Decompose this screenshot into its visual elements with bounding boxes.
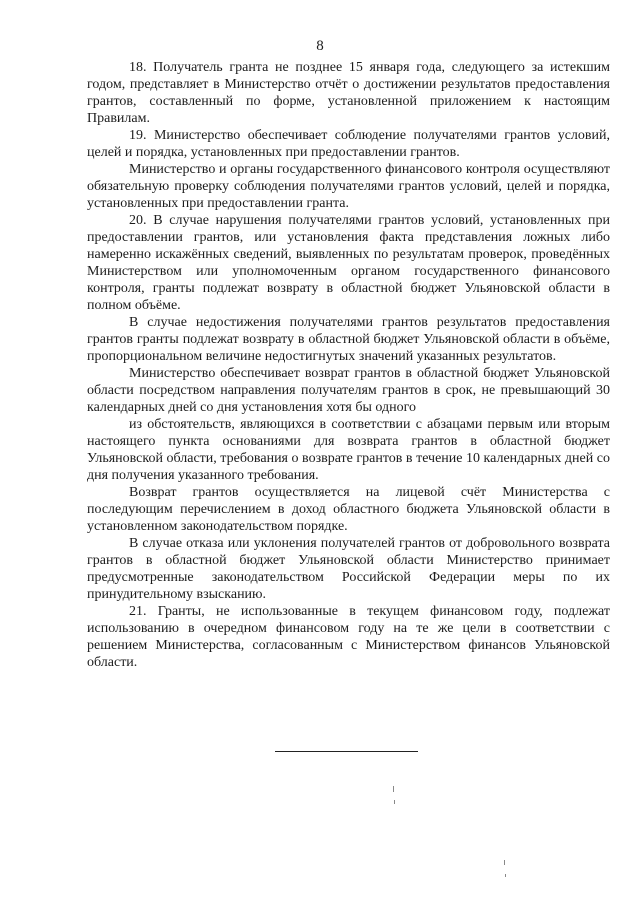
paragraph-19: 19. Министерство обеспечивает соблюдение получателями грантов условий, целей и порядка, установленных при предоставлении грантов. [87,128,610,160]
paragraph-20-return-request: Министерство обеспечивает возврат грантов в областной бюджет Ульяновской области посредством направления получателям грантов в срок, не превышающий 30 календарных дней со дня установления хотя бы одного [87,366,610,415]
scan-artifact [504,860,505,865]
scan-artifact [505,874,506,877]
end-of-text-rule [275,751,418,752]
paragraph-20-nonachievement: В случае недостижения получателями грантов результатов предоставления грантов гранты подлежат возврату в областной бюджет Ульяновской области в объёме, пропорциональном величине недостигнутых значений указанных результатов. [87,315,610,364]
document-body [87,59,610,671]
paragraph-21: 21. Гранты, не использованные в текущем финансовом году, подлежат использованию в очередном финансовом году на те же цели в соответствии с решением Министерства, согласованным с Министерством финансов Ульяновской области. [87,604,610,670]
paragraph-19-control: Министерство и органы государственного финансового контроля осуществляют обязательную проверку соблюдения получателями грантов условий, целей и порядка, установленных при предоставлении гранта. [87,162,610,211]
scan-artifact [393,786,394,792]
paragraph-20-return-account: Возврат грантов осуществляется на лицевой счёт Министерства с последующим перечислением в доход областного бюджета Ульяновской области в установленном законодательством порядке. [87,485,610,534]
page-number: 8 [316,38,324,54]
paragraph-20: 20. В случае нарушения получателями грантов условий, установленных при предоставлении грантов, или установления факта представления ложных либо намеренно искажённых сведений, выявленных по результатам проверок, проведённых Министерством или уполномоченным органом государственного финансового контроля, гранты подлежат возврату в областной бюджет Ульяновской области в полном объёме. [87,213,610,313]
scan-artifact [394,800,395,804]
paragraph-20-refusal: В случае отказа или уклонения получателей грантов от добровольного возврата грантов в областной бюджет Ульяновской области Министерство принимает предусмотренные законодательством Российской Федерации меры по их принудительному взысканию. [87,536,610,602]
paragraph-20-continuation: из обстоятельств, являющихся в соответствии с абзацами первым или вторым настоящего пункта основаниями для возврата грантов в областной бюджет Ульяновской области, требования о возврате грантов в течение 10 календарных дней со дня получения указанного требования. [87,417,610,483]
paragraph-18: 18. Получатель гранта не позднее 15 января года, следующего за истекшим годом, представляет в Министерство отчёт о достижении результатов предоставления грантов, составленный по форме, установленной приложением к настоящим Правилам. [87,60,610,126]
